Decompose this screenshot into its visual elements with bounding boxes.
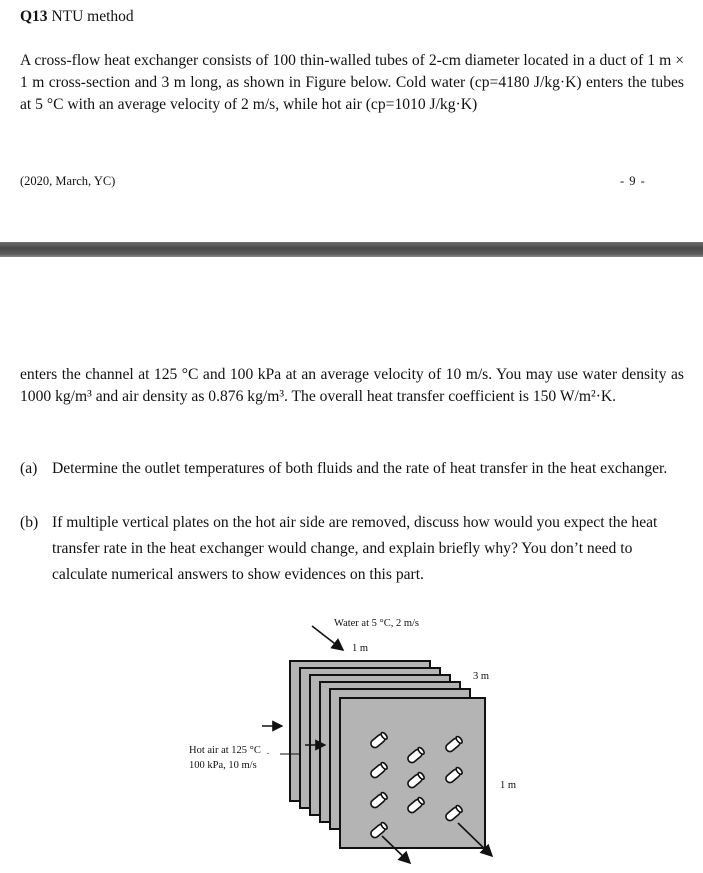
problem-paragraph-1: A cross-flow heat exchanger consists of 100 thin-walled tubes of 2-cm diameter located in a duct of 1 m × 1 m cross-section and 3 m long, as shown in Figure below. Cold water (cp=4180 J/kg·K) enters the tubes at 5 °C with an average velocity of 2 m/s, while hot air (cp=1010 J/kg·K) [20, 52, 684, 113]
air-inlet-label-line2: 100 kPa, 10 m/s [189, 760, 257, 771]
question-item-text: Determine the outlet temperatures of both fluids and the rate of heat transfer in the heat exchanger. [52, 460, 668, 477]
heat-exchanger-figure [160, 608, 520, 873]
page-number: - 9 - [620, 174, 646, 188]
question-item-label: (b) [20, 514, 39, 531]
fin-plate-front [340, 698, 485, 848]
water-flow-arrow [312, 626, 343, 650]
page-footer-source: (2020, March, YC) [20, 174, 116, 188]
question-item-label: (a) [20, 460, 38, 477]
air-inlet-label-line1: Hot air at 125 °C [189, 745, 261, 756]
question-number: Q13 [20, 8, 48, 25]
question-title: NTU method [51, 8, 134, 25]
length-dimension-label: 3 m [473, 671, 490, 682]
height-dimension-label: 1 m [500, 780, 517, 791]
fin-plate-stack [290, 661, 485, 848]
water-inlet-label: Water at 5 °C, 2 m/s [334, 618, 420, 629]
problem-paragraph-2: enters the channel at 125 °C and 100 kPa at an average velocity of 10 m/s. You may use water density as 1000 kg/m³ and air density as 0.876 kg/m³. The overall heat transfer coefficient is 150 W/m²·K. [20, 366, 684, 405]
question-heading [20, 8, 134, 26]
question-item-text: If multiple vertical plates on the hot air side are removed, discuss how would you expect the heat transfer rate in the heat exchanger would change, and explain briefly why? You don’t need to calculate numerical answers to show evidences on this part. [52, 514, 658, 583]
width-dimension-label: 1 m [352, 643, 369, 654]
page-break-divider [0, 242, 703, 257]
